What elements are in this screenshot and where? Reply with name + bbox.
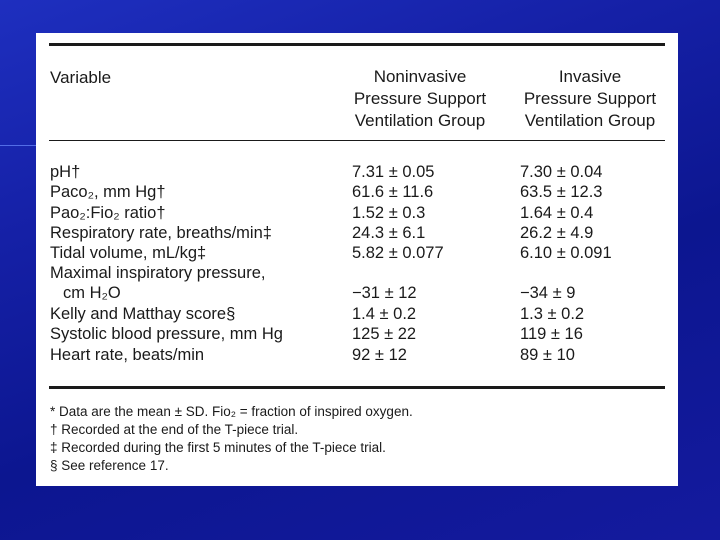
row-label: Paco₂, mm Hg† — [50, 183, 166, 202]
row-label — [50, 263, 265, 303]
table-body — [36, 162, 678, 365]
row-label: Respiratory rate, breaths/min‡ — [50, 223, 272, 242]
footnote: § See reference 17. — [50, 458, 169, 473]
header-noninvasive-line3: Ventilation Group — [354, 111, 486, 130]
table-row — [36, 223, 678, 243]
header-noninvasive-line1: Noninvasive — [373, 67, 467, 86]
row-label-line2: cm H₂O — [63, 284, 121, 303]
footnote: * Data are the mean ± SD. Fio₂ = fraction of inspired oxygen. — [50, 404, 413, 419]
row-noninvasive-value: 7.31 ± 0.05 — [352, 163, 435, 181]
data-table — [36, 33, 678, 486]
table-row — [36, 304, 678, 324]
row-label-line1: Maximal inspiratory pressure, — [50, 264, 266, 283]
header-invasive-line1: Invasive — [558, 67, 622, 86]
header-invasive-line3: Ventilation Group — [524, 111, 656, 130]
row-noninvasive-value: −31 ± 12 — [352, 284, 417, 303]
header-variable: Variable — [50, 68, 112, 87]
footnote: † Recorded at the end of the T-piece trial. — [50, 422, 299, 437]
row-invasive-value: −34 ± 9 — [520, 284, 576, 303]
row-invasive-value: 7.30 ± 0.04 — [520, 163, 603, 181]
table-row — [36, 162, 678, 182]
header-rule — [49, 140, 665, 141]
table-row — [36, 203, 678, 223]
row-noninvasive-value: 92 ± 12 — [352, 345, 407, 364]
row-invasive-value: 1.64 ± 0.4 — [520, 203, 594, 222]
header-invasive — [490, 66, 690, 132]
row-noninvasive-value: 61.6 ± 11.6 — [352, 183, 434, 202]
header-noninvasive-line2: Pressure Support — [353, 89, 487, 108]
table-row — [36, 182, 678, 202]
row-invasive-value: 26.2 ± 4.9 — [520, 223, 594, 242]
footnote: ‡ Recorded during the first 5 minutes of the T-piece trial. — [50, 440, 386, 455]
row-invasive-value: 6.10 ± 0.091 — [520, 244, 612, 263]
row-invasive-value: 119 ± 16 — [520, 325, 583, 344]
row-label: Heart rate, beats/min — [50, 345, 205, 364]
row-noninvasive-value: 1.52 ± 0.3 — [352, 203, 426, 222]
header-invasive-line2: Pressure Support — [523, 89, 657, 108]
row-label: Pao₂:Fio₂ ratio† — [50, 203, 166, 222]
row-label: pH† — [50, 163, 81, 181]
row-label: Tidal volume, mL/kg‡ — [50, 244, 207, 263]
row-noninvasive-value: 24.3 ± 6.1 — [352, 223, 426, 242]
table-row — [36, 324, 678, 344]
footnotes — [50, 403, 413, 475]
bottom-rule — [49, 386, 665, 389]
row-noninvasive-value: 1.4 ± 0.2 — [352, 305, 417, 324]
row-invasive-value: 1.3 ± 0.2 — [520, 305, 585, 324]
table-row — [36, 243, 678, 263]
row-label: Systolic blood pressure, mm Hg — [50, 325, 283, 344]
row-noninvasive-value: 5.82 ± 0.077 — [352, 244, 444, 263]
row-invasive-value: 89 ± 10 — [520, 345, 575, 364]
row-noninvasive-value: 125 ± 22 — [352, 325, 417, 344]
row-label: Kelly and Matthay score§ — [50, 305, 236, 324]
top-rule — [49, 43, 665, 46]
table-row — [36, 345, 678, 365]
table-row — [36, 263, 678, 304]
row-invasive-value: 63.5 ± 12.3 — [520, 183, 603, 202]
